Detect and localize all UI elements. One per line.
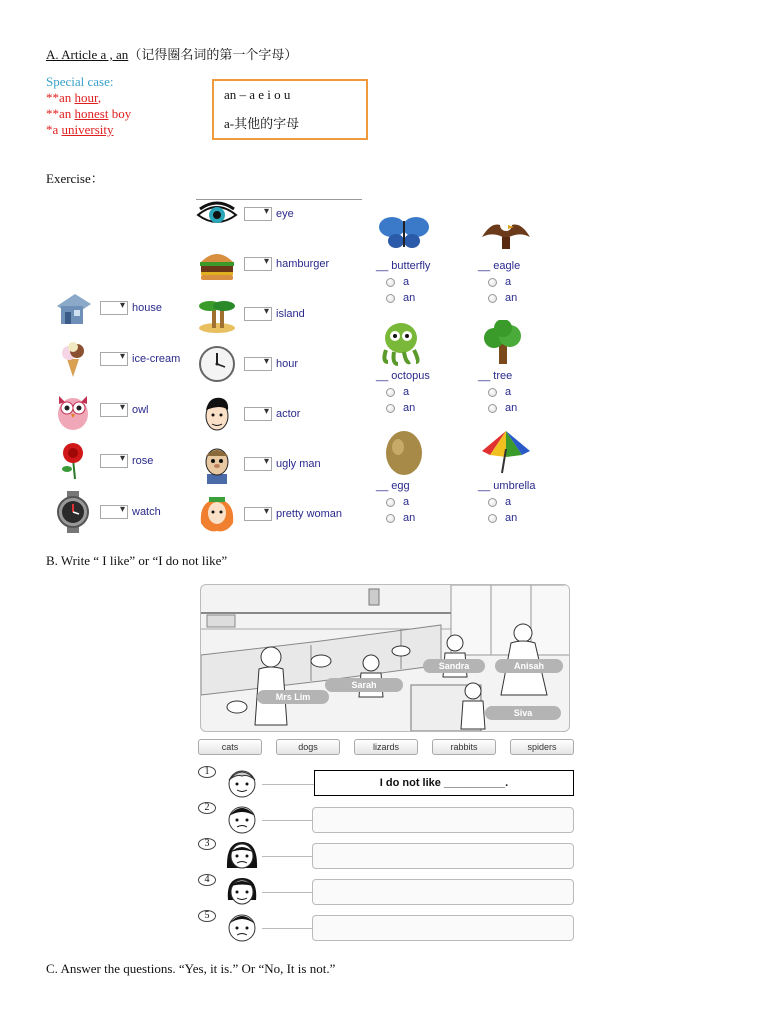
section-a-title [46, 44, 297, 63]
exercise-word: ugly man [276, 458, 321, 470]
section-a-heading: A. Article a , an [46, 47, 129, 62]
pet-shop-illustration [200, 584, 570, 732]
radio-button[interactable] [488, 404, 497, 413]
option-label: an [505, 292, 518, 304]
option-label: an [403, 512, 416, 524]
option-an[interactable] [488, 292, 568, 304]
question-number: 3 [198, 838, 216, 850]
question-number: 2 [198, 802, 216, 814]
name-tag: Siva [485, 706, 561, 720]
island-icon [196, 293, 238, 335]
option-label: a [403, 276, 410, 288]
answer-box[interactable] [312, 807, 574, 833]
exercise-label: Exercise： [46, 171, 104, 186]
radio-item-octopus [376, 318, 466, 414]
pretty-woman-icon [196, 493, 238, 535]
rule-a: a-其他的字母 [224, 116, 300, 131]
exercise-item-island [196, 292, 305, 336]
radio-item-umbrella [478, 428, 568, 524]
name-tag: Sarah [325, 678, 403, 692]
option-label: a [403, 496, 410, 508]
connector-line [262, 784, 314, 785]
answer-box[interactable] [312, 843, 574, 869]
answer-box[interactable] [312, 879, 574, 905]
option-a[interactable] [488, 496, 568, 508]
exercise-word: hour [276, 358, 299, 370]
tree-icon [478, 318, 538, 368]
exercise-word: rose [132, 455, 154, 467]
exercise-word: hamburger [276, 258, 330, 270]
special-suffix: , [97, 90, 102, 105]
article-dropdown[interactable] [100, 301, 128, 315]
option-label: an [403, 292, 416, 304]
special-case-heading: Special case: [46, 74, 114, 89]
radio-word: __ octopus [376, 370, 430, 382]
exercise-word: house [132, 302, 162, 314]
special-prefix: *a [46, 122, 62, 137]
radio-button[interactable] [488, 294, 497, 303]
clock-icon [196, 343, 238, 385]
girl-face-icon [222, 838, 262, 870]
girl-face-icon [222, 874, 262, 906]
radio-button[interactable] [488, 388, 497, 397]
option-an[interactable] [488, 512, 568, 524]
section-b-title: B. Write “ I like” or “I do not like” [46, 553, 228, 568]
special-case-item [46, 106, 131, 122]
radio-button[interactable] [386, 514, 395, 523]
exercise-item-eye [196, 192, 294, 236]
special-case-list [46, 74, 131, 138]
exercise-item-ice-cream [52, 337, 180, 381]
article-dropdown[interactable] [244, 257, 272, 271]
exercise-item-rose [52, 439, 153, 483]
boy-face-icon [222, 766, 262, 798]
rule-an: an – a e i o u [224, 87, 291, 102]
connector-line [262, 928, 314, 929]
watch-icon [52, 491, 94, 533]
exercise-word: island [276, 308, 305, 320]
section-c-title: C. Answer the questions. “Yes, it is.” Or “No, It is not.” [46, 961, 336, 976]
exercise-word: watch [132, 506, 161, 518]
option-a[interactable] [488, 386, 568, 398]
actor-icon [196, 393, 238, 435]
option-a[interactable] [488, 276, 568, 288]
radio-button[interactable] [386, 388, 395, 397]
question-number: 4 [198, 874, 216, 886]
special-prefix: **an [46, 106, 75, 121]
rose-icon [52, 440, 94, 482]
egg-icon [376, 428, 436, 478]
radio-button[interactable] [386, 404, 395, 413]
hamburger-icon [196, 243, 238, 285]
option-a[interactable] [386, 276, 466, 288]
boy-face-icon [222, 802, 262, 834]
exercise-item-pretty-woman [196, 492, 342, 536]
animal-tag: lizards [354, 739, 418, 755]
exercise-item-owl [52, 388, 149, 432]
connector-line [262, 856, 314, 857]
octopus-icon [376, 318, 436, 368]
exercise-word: pretty woman [276, 508, 343, 520]
article-dropdown[interactable] [244, 457, 272, 471]
article-dropdown[interactable] [100, 403, 128, 417]
option-an[interactable] [386, 292, 466, 304]
article-dropdown[interactable] [244, 307, 272, 321]
connector-line [262, 892, 314, 893]
boy-face-icon [222, 910, 262, 942]
special-word: honest [74, 106, 109, 121]
radio-button[interactable] [488, 514, 497, 523]
radio-button[interactable] [386, 498, 395, 507]
option-label: an [403, 402, 416, 414]
eagle-icon [478, 208, 538, 258]
radio-word: __ eagle [478, 260, 521, 272]
radio-item-eagle [478, 208, 568, 304]
ugly-man-icon [196, 443, 238, 485]
radio-button[interactable] [488, 278, 497, 287]
radio-button[interactable] [386, 278, 395, 287]
radio-word: __ egg [376, 480, 410, 492]
option-a[interactable] [386, 496, 466, 508]
radio-word: __ tree [478, 370, 513, 382]
eye-icon [196, 193, 238, 235]
rule-box [212, 79, 368, 140]
option-label: an [505, 402, 518, 414]
radio-item-butterfly [376, 208, 466, 304]
exercise-word: owl [132, 404, 149, 416]
option-label: a [505, 276, 512, 288]
exercise-item-hamburger [196, 242, 329, 286]
exercise-item-hour [196, 342, 298, 386]
ice-cream-icon [52, 338, 94, 380]
radio-word: __ umbrella [478, 480, 536, 492]
special-word: hour [74, 90, 98, 105]
radio-button[interactable] [488, 498, 497, 507]
option-label: a [403, 386, 410, 398]
exercise-word: actor [276, 408, 301, 420]
exercise-item-actor [196, 392, 300, 436]
option-an[interactable] [386, 402, 466, 414]
radio-item-egg [376, 428, 466, 524]
radio-button[interactable] [386, 294, 395, 303]
option-label: a [505, 496, 512, 508]
special-prefix: **an [46, 90, 75, 105]
exercise-item-watch [52, 490, 161, 534]
option-label: a [505, 386, 512, 398]
butterfly-icon [376, 208, 436, 258]
exercise-word: eye [276, 208, 294, 220]
answer-text: I do not like __________. [379, 777, 509, 789]
article-dropdown[interactable] [100, 454, 128, 468]
option-a[interactable] [386, 386, 466, 398]
option-an[interactable] [488, 402, 568, 414]
animal-tag: spiders [510, 739, 574, 755]
house-icon [52, 287, 94, 329]
name-tag: Anisah [495, 659, 563, 673]
article-dropdown[interactable] [244, 357, 272, 371]
name-tag: Sandra [423, 659, 485, 673]
connector-line [262, 820, 314, 821]
special-case-item [46, 90, 131, 106]
article-dropdown[interactable] [244, 507, 272, 521]
question-number: 5 [198, 910, 216, 922]
question-number: 1 [198, 766, 216, 778]
answer-box[interactable] [314, 770, 574, 796]
animal-tag: rabbits [432, 739, 496, 755]
name-tag: Mrs Lim [257, 690, 329, 704]
special-case-item [46, 122, 131, 138]
option-an[interactable] [386, 512, 466, 524]
owl-icon [52, 389, 94, 431]
special-word: university [61, 122, 114, 137]
radio-word: __ butterfly [376, 260, 431, 272]
animal-tag: dogs [276, 739, 340, 755]
answer-box[interactable] [312, 915, 574, 941]
exercise-word: ice-cream [132, 353, 181, 365]
exercise-item-house [52, 286, 162, 330]
radio-item-tree [478, 318, 568, 414]
option-label: an [505, 512, 518, 524]
article-dropdown[interactable] [100, 352, 128, 366]
article-dropdown[interactable] [244, 207, 272, 221]
article-dropdown[interactable] [100, 505, 128, 519]
article-dropdown[interactable] [244, 407, 272, 421]
animal-tag: cats [198, 739, 262, 755]
section-a-note: （记得圈名词的第一个字母） [128, 47, 298, 62]
umbrella-icon [478, 428, 538, 478]
exercise-item-ugly-man [196, 442, 321, 486]
special-suffix: boy [108, 106, 132, 121]
